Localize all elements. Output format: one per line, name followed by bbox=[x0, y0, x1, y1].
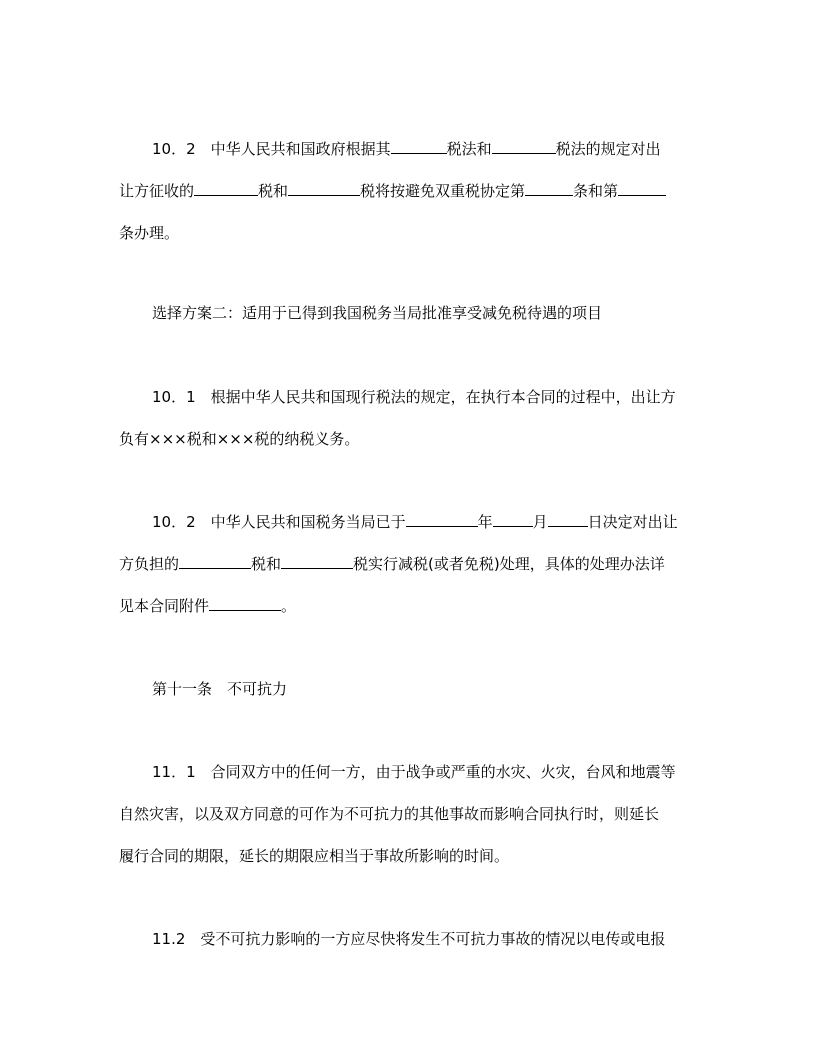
blank-field bbox=[618, 181, 666, 196]
text: 税和 bbox=[251, 555, 282, 573]
clause-11-2-line-1: 11.2 受不可抗力影响的一方应尽快将发生不可抗力事故的情况以电传或电报 bbox=[152, 930, 666, 948]
option-2-heading: 选择方案二：适用于已得到我国税务当局批准享受减免税待遇的项目 bbox=[152, 304, 603, 322]
text: 方负担的 bbox=[119, 555, 180, 573]
article-11-heading: 第十一条 不可抗力 bbox=[152, 680, 288, 698]
blank-field bbox=[406, 512, 478, 527]
clause-10-2b-line-1 bbox=[152, 512, 712, 532]
text: 条办理。 bbox=[119, 224, 180, 242]
text: 税法和 bbox=[446, 140, 492, 158]
blank-field bbox=[194, 181, 258, 196]
text: 10．2 中华人民共和国政府根据其 bbox=[152, 140, 391, 158]
clause-10-2b-line-3 bbox=[119, 596, 709, 616]
text: 条和第 bbox=[573, 182, 619, 200]
text: 见本合同附件 bbox=[119, 597, 210, 615]
clause-10-2-line-3 bbox=[119, 223, 709, 243]
clause-10-1-line-1: 10．1 根据中华人民共和国现行税法的规定，在执行本合同的过程中，出让方 bbox=[152, 388, 676, 406]
text: 税法的规定对出 bbox=[555, 140, 661, 158]
blank-field bbox=[525, 181, 573, 196]
text: 年 bbox=[477, 513, 493, 531]
clause-11-1-line-2: 自然灾害，以及双方同意的可作为不可抗力的其他事故而影响合同执行时，则延长 bbox=[119, 805, 660, 823]
text: 10．2 中华人民共和国税务当局已于 bbox=[152, 513, 406, 531]
blank-field bbox=[391, 139, 447, 154]
text: 日决定对出让 bbox=[587, 513, 678, 531]
clause-11-1-line-1: 11．1 合同双方中的任何一方，由于战争或严重的水灾、火灾，台风和地震等 bbox=[152, 763, 676, 781]
text: 。 bbox=[281, 597, 297, 615]
blank-field bbox=[209, 596, 281, 611]
text: 月 bbox=[532, 513, 548, 531]
text: 税将按避免双重税协定第 bbox=[360, 182, 526, 200]
clause-10-2-line-2 bbox=[119, 181, 709, 201]
blank-field bbox=[288, 181, 360, 196]
clause-10-1-line-2: 负有×××税和×××税的纳税义务。 bbox=[119, 430, 360, 448]
blank-field bbox=[281, 554, 353, 569]
clause-10-2-line-1 bbox=[152, 139, 712, 159]
clause-10-2b-line-2 bbox=[119, 554, 709, 574]
text: 让方征收的 bbox=[119, 182, 195, 200]
blank-field bbox=[548, 512, 588, 527]
blank-field bbox=[493, 512, 533, 527]
blank-field bbox=[492, 139, 556, 154]
clause-11-1-line-3: 履行合同的期限，延长的期限应相当于事故所影响的时间。 bbox=[119, 847, 510, 865]
blank-field bbox=[179, 554, 251, 569]
text: 税实行减税(或者免税)处理，具体的处理办法详 bbox=[353, 555, 665, 573]
text: 税和 bbox=[258, 182, 289, 200]
